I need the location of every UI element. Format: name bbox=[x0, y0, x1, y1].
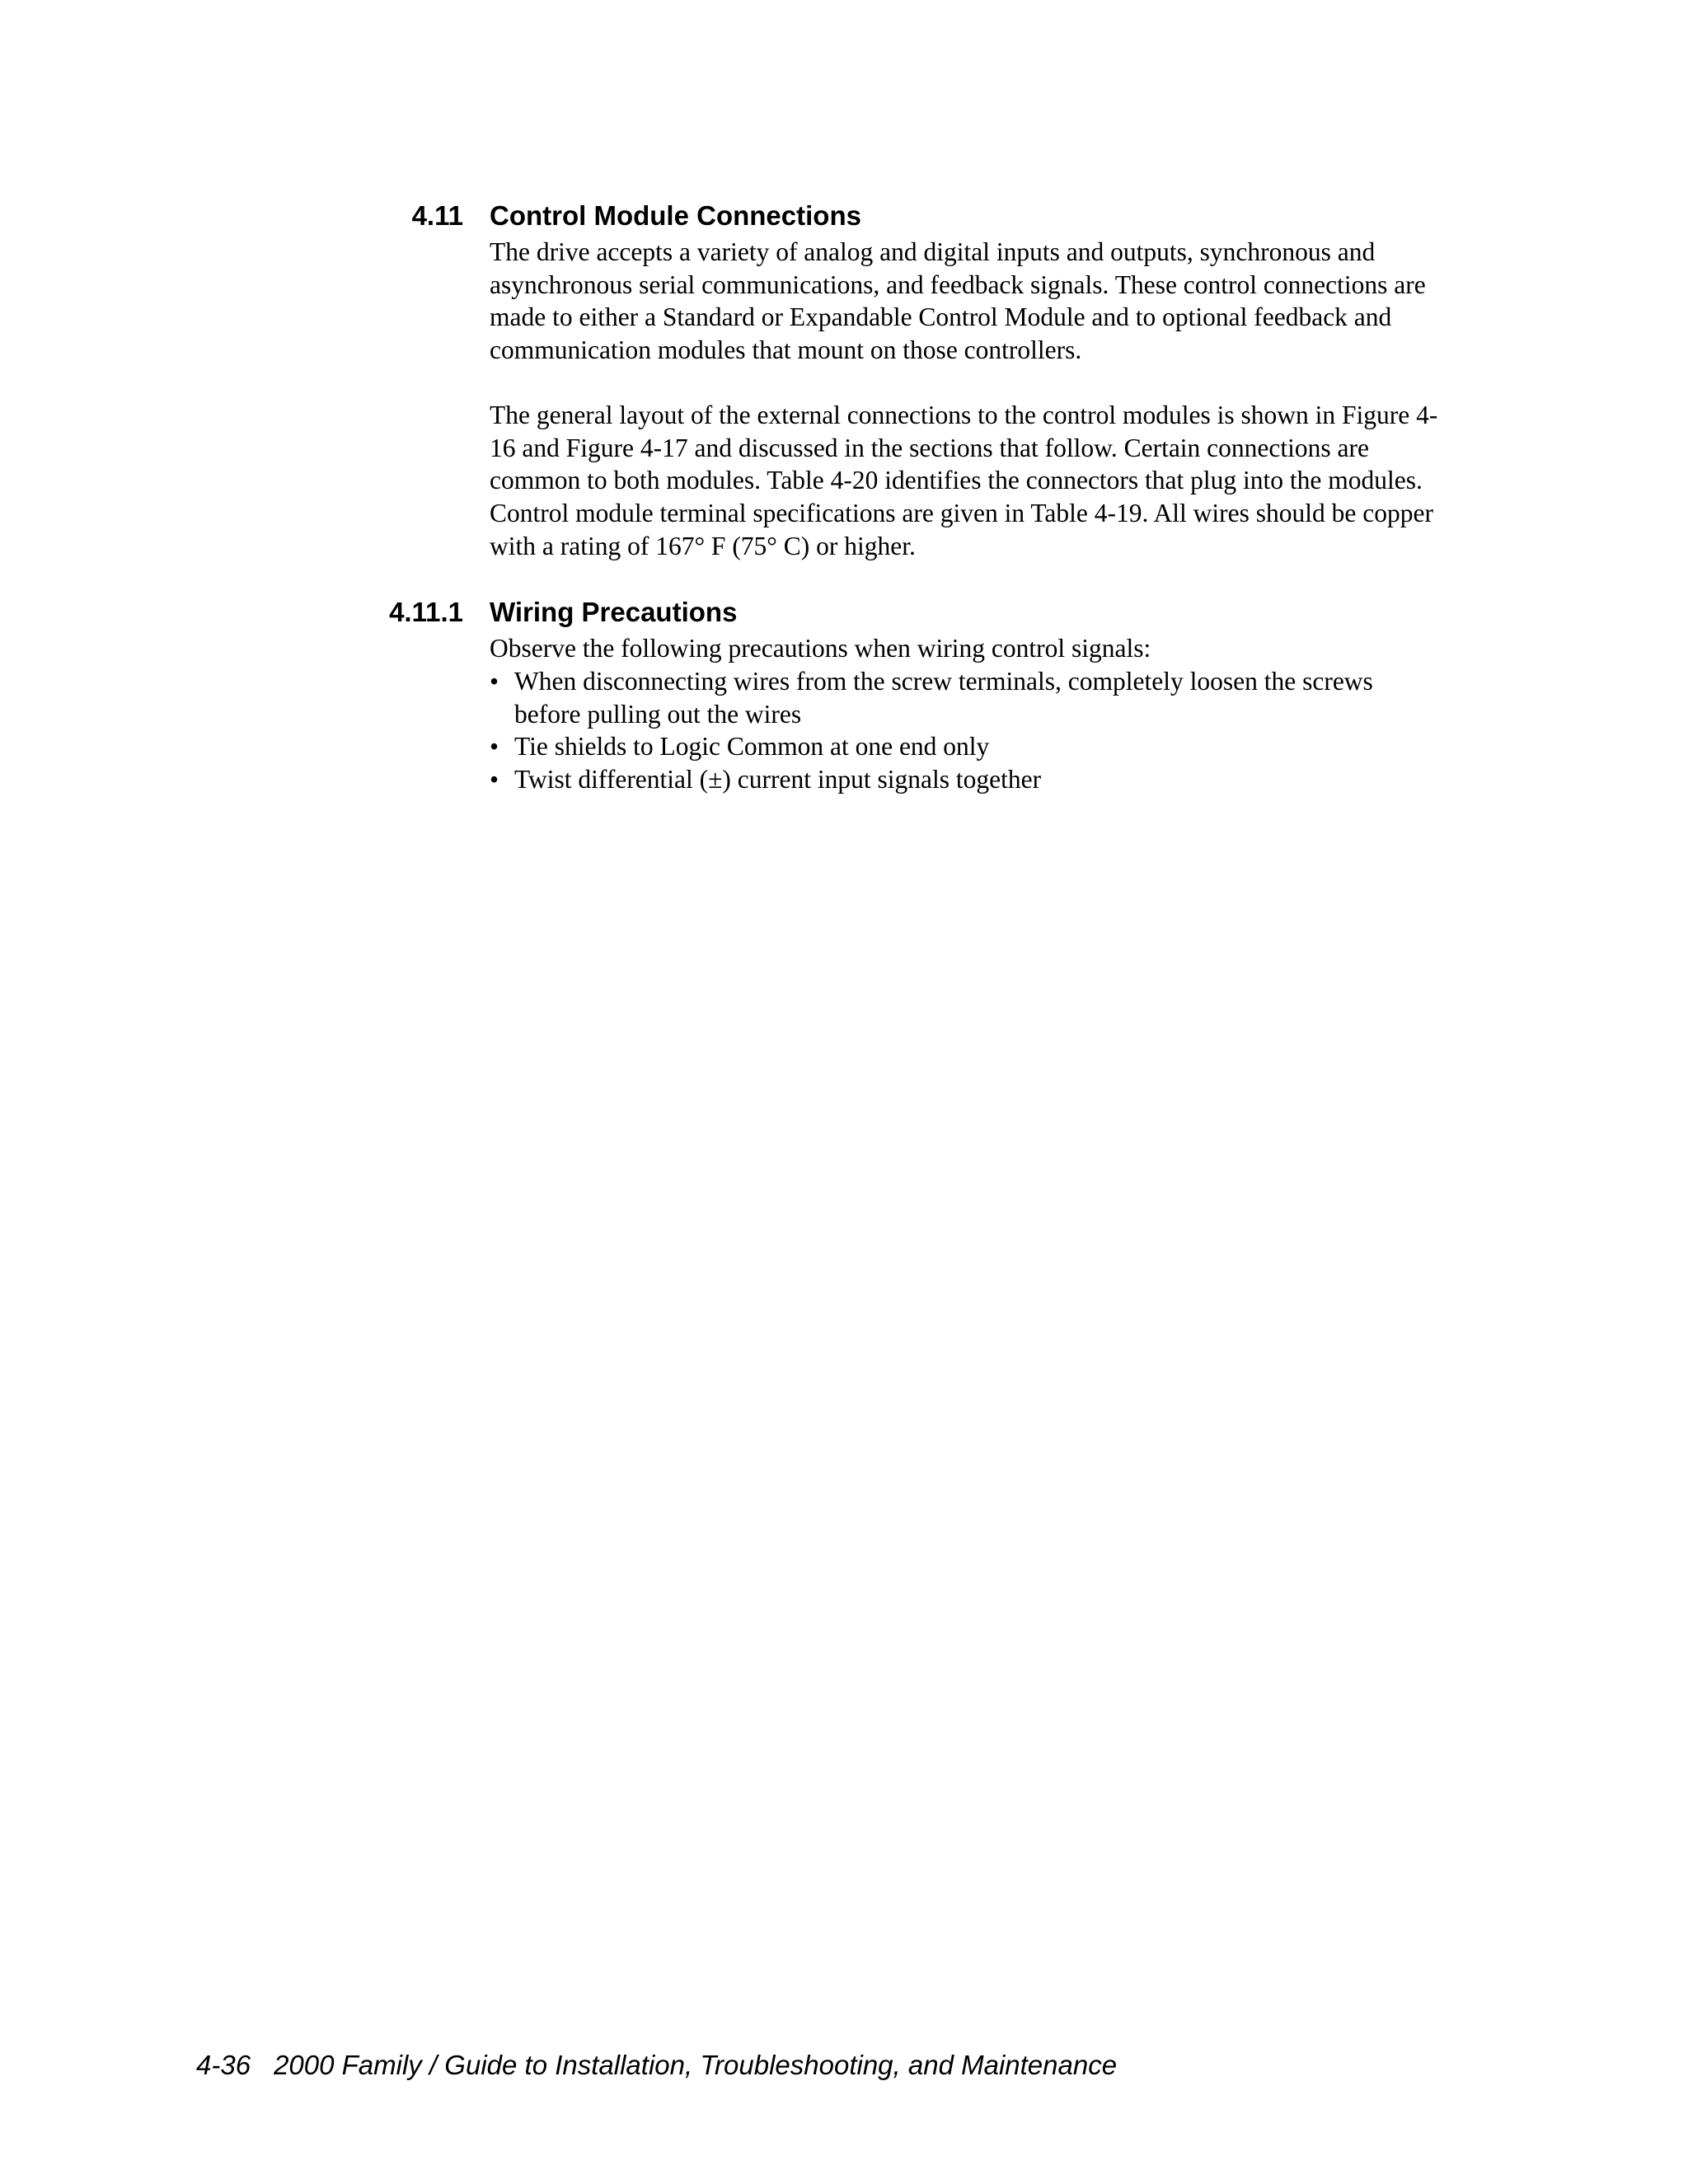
body-paragraph: The general layout of the external connections to the control modules is shown in Figure 4-16 and Figure 4-17 and discussed in the sections that follow. Certain connections are common to both modules. Table 4-20 identifies the connectors that plug into the modules. Control module terminal specifications are given in Table 4-19. All wires should be copper with a rating of 167° F (75° C) or higher. bbox=[490, 401, 1438, 560]
section-number: 4.11 bbox=[411, 200, 463, 231]
footer-document-title: 2000 Family / Guide to Installation, Troubleshooting, and Maintenance bbox=[274, 2050, 1118, 2080]
section-title: Control Module Connections bbox=[490, 200, 861, 231]
precautions-list bbox=[490, 665, 1446, 796]
list-item bbox=[490, 730, 1446, 763]
footer-page-number: 4-36 bbox=[196, 2050, 251, 2080]
list-item-text: When disconnecting wires from the screw terminals, completely loosen the screws before pulling out the wires bbox=[514, 667, 1373, 729]
body-paragraph: Observe the following precautions when wiring control signals: bbox=[490, 634, 1151, 663]
bullet-icon: • bbox=[490, 765, 499, 794]
subsection-number: 4.11.1 bbox=[389, 597, 463, 627]
bullet-icon: • bbox=[490, 732, 499, 762]
list-item-text: Tie shields to Logic Common at one end only bbox=[514, 732, 990, 762]
page-footer bbox=[196, 2049, 1117, 2082]
list-item bbox=[490, 763, 1446, 796]
subsection-title: Wiring Precautions bbox=[490, 597, 738, 627]
list-item bbox=[490, 665, 1446, 730]
list-item-text: Twist differential (±) current input signals together bbox=[514, 765, 1042, 794]
bullet-icon: • bbox=[490, 667, 499, 696]
body-paragraph: The drive accepts a variety of analog and digital inputs and outputs, synchronous and asynchronous serial communications, and feedback signals. These control connections are made to either a Standard or Expandable Control Module and to optional feedback and communication modules that mount on those controllers. bbox=[490, 237, 1426, 365]
